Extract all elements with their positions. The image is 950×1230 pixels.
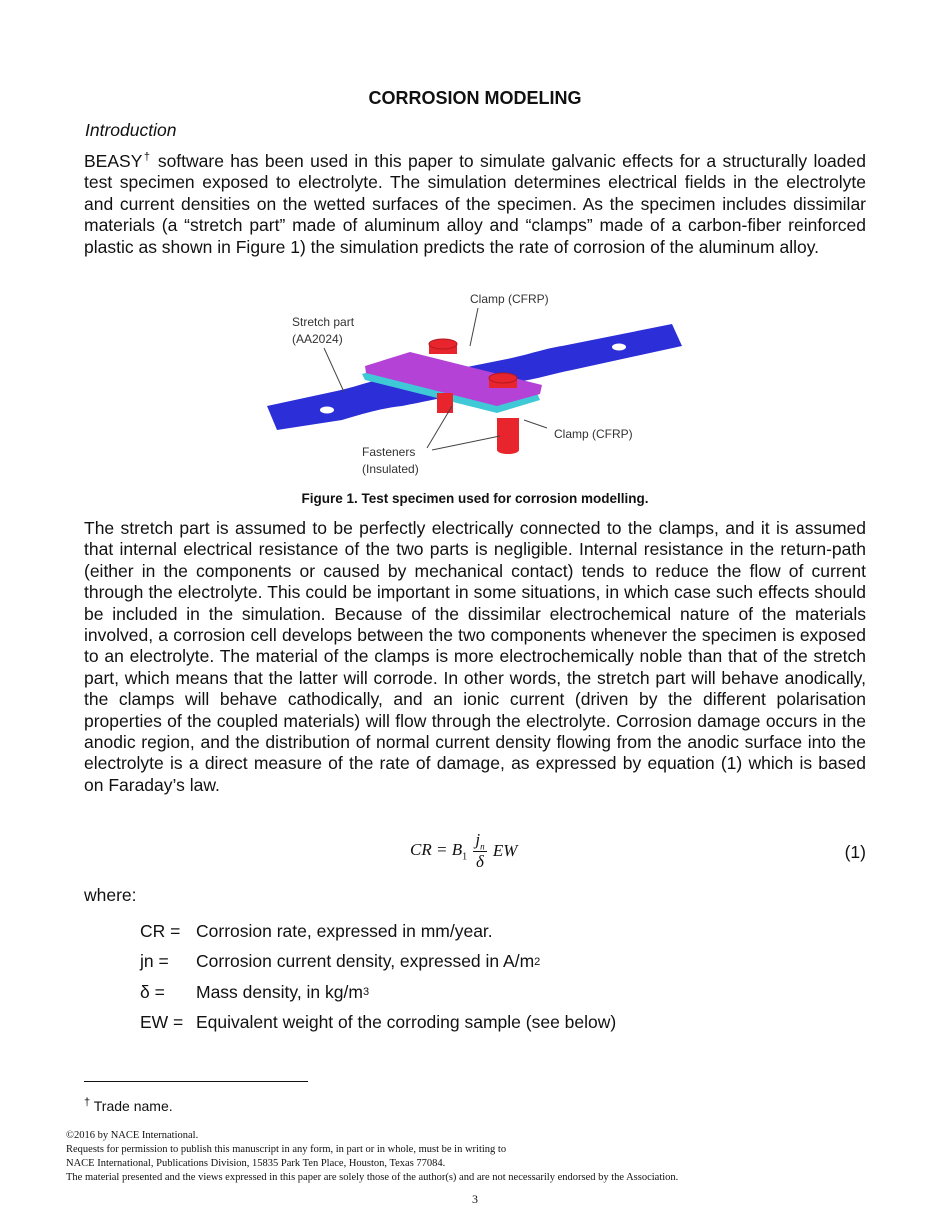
- label-fasteners-insulated: (Insulated): [362, 462, 419, 476]
- eq-b-sub: 1: [462, 851, 468, 863]
- definition-text: Corrosion rate, expressed in mm/year.: [196, 920, 493, 941]
- definition-row: jn = Corrosion current density, expressed in A/m 2: [140, 951, 541, 972]
- footnote: [84, 1098, 173, 1114]
- footnote-mark: †: [84, 1096, 91, 1109]
- definition-text: Corrosion current density, expressed in A/m: [196, 951, 535, 972]
- specimen-figure: [262, 288, 692, 480]
- label-stretch-part-material: (AA2024): [292, 332, 343, 346]
- definition-symbol: jn =: [140, 951, 169, 972]
- footnote-divider: [84, 1081, 308, 1082]
- legal-notice: [66, 1129, 678, 1185]
- eq-rhs: EW: [492, 841, 518, 861]
- eq-numerator-sub: n: [480, 841, 485, 852]
- eq-lhs: CR = B: [410, 840, 463, 859]
- intro-text: software has been used in this paper to simulate galvanic effects for a structurally loaded test specimen exposed to electrolyte. The simulation determines electrical fields in the electrolyte and current densities on the wetted surfaces of the specimen. As the specimen includes dissimilar materials (a “stretch part” made of aluminum alloy and “clamps” made of a carbon-fiber reinforced plastic as shown in Figure 1) the simulation predicts the rate of corrosion of the aluminum alloy.: [84, 151, 866, 257]
- subsection-heading: Introduction: [85, 120, 177, 140]
- definition-text: Mass density, in kg/m: [196, 981, 363, 1002]
- definition-row: [140, 1008, 616, 1039]
- figure-caption: Figure 1. Test specimen used for corrosion modelling.: [301, 491, 649, 506]
- equation-number: (1): [844, 842, 866, 862]
- footnote-text: Trade name.: [90, 1098, 173, 1114]
- brand-name: BEASY: [84, 151, 143, 171]
- definition-row: [140, 916, 616, 947]
- definition-symbol: EW =: [140, 1012, 184, 1033]
- eq-denominator: δ: [476, 852, 484, 872]
- legal-line: ©2016 by NACE International.: [66, 1130, 199, 1141]
- fastener-bottom-left: [437, 393, 453, 413]
- legal-line: Requests for permission to publish this manuscript in any form, in part or in whole, must be in writing to: [66, 1144, 507, 1155]
- definition-text: Equivalent weight of the corroding sample (see below): [196, 1012, 617, 1033]
- definition-row: δ = Mass density, in kg/m 3: [140, 981, 370, 1002]
- label-clamp-top: Clamp (CFRP): [470, 292, 549, 306]
- legal-line: NACE International, Publications Division, 15835 Park Ten Place, Houston, Texas 77084.: [66, 1158, 446, 1169]
- label-stretch-part: Stretch part: [292, 315, 355, 329]
- legal-line: The material presented and the views expressed in this paper are solely those of the author(s) and are not necessarily endorsed by the Association.: [66, 1172, 679, 1183]
- fastener-top-right: [489, 373, 517, 388]
- equation-1: [410, 830, 517, 872]
- where-label: where:: [84, 885, 137, 905]
- body-paragraph: The stretch part is assumed to be perfectly electrically connected to the clamps, and it is assumed that internal electrical resistance of the two parts is negligible. Internal resistance in the return-path (either in the components or caused by mechanical contact) tends to reduce the flow of current through the electrolyte. This could be important in some situations, in which case such effects should be included in the simulation. Because of the dissimilar electrochemical nature of the materials involved, a corrosion cell develops between the two components whenever the specimen is exposed to an electrolyte. The material of the clamps is more electrochemically noble than that of the stretch part, which means that the latter will corrode. In other words, the stretch part will behave anodically, the clamps will behave cathodically, and an ionic current (driven by the different polarisation properties of the coupled materials) will flow through the electrolyte. Corrosion damage occurs in the anodic region, and the distribution of normal current density flowing from the anodic surface into the electrolyte is a direct measure of the rate of damage, as expressed by equation (1) which is based on Faraday’s law.: [84, 518, 866, 795]
- stretch-part-hole-left: [320, 407, 334, 414]
- label-clamp-bottom: Clamp (CFRP): [554, 427, 633, 441]
- fastener-bottom-right: [497, 418, 519, 454]
- page-number: 3: [472, 1192, 478, 1206]
- fastener-top-left: [429, 339, 457, 354]
- eq-numerator: j: [475, 830, 481, 849]
- definition-list: [140, 916, 616, 1038]
- section-title: CORROSION MODELING: [368, 88, 582, 108]
- stretch-part-hole-right: [612, 344, 626, 351]
- intro-paragraph: [84, 151, 866, 258]
- definition-symbol: CR =: [140, 920, 181, 941]
- definition-symbol: δ =: [140, 981, 165, 1002]
- label-fasteners: Fasteners: [362, 445, 416, 459]
- trademark-mark: †: [142, 151, 152, 164]
